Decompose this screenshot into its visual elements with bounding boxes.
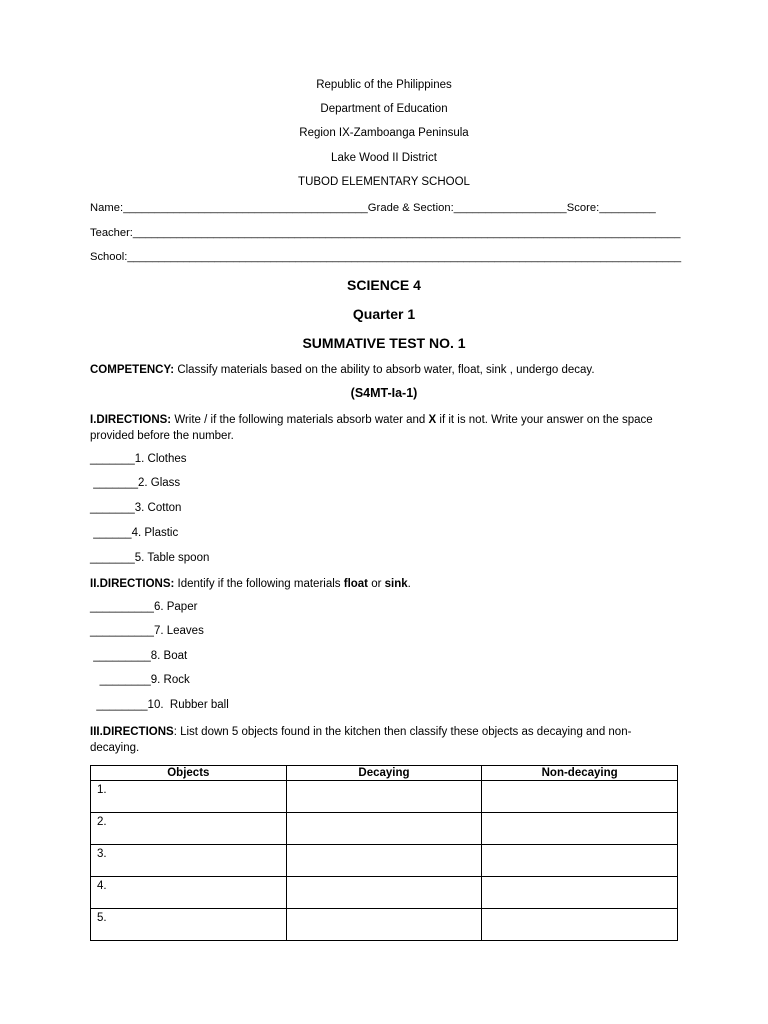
table-cell-object[interactable]: 1.	[91, 781, 287, 813]
header-district: Lake Wood II District	[331, 152, 437, 164]
table-row	[91, 813, 678, 845]
item-5[interactable]: _______5. Table spoon	[90, 552, 210, 564]
header-school: TUBOD ELEMENTARY SCHOOL	[298, 176, 470, 188]
table-cell-object[interactable]: 2.	[91, 813, 287, 845]
teacher-field-line[interactable]: Teacher:________________________________________________________________________________________	[90, 227, 681, 239]
competency-text: Classify materials based on the ability to absorb water, float, sink , undergo decay.	[174, 364, 595, 376]
column-header-non-decaying: Non-decaying	[482, 766, 678, 781]
section2-label: II.DIRECTIONS:	[90, 578, 175, 590]
table-cell-decaying[interactable]	[286, 845, 482, 877]
section2-end: .	[407, 578, 411, 590]
table-row	[91, 877, 678, 909]
section2-directions	[90, 576, 678, 592]
table-cell-decaying[interactable]	[286, 813, 482, 845]
section3-label: III.DIRECTIONS	[90, 726, 174, 738]
table-row	[91, 909, 678, 941]
table-header-row	[91, 766, 678, 781]
column-header-objects: Objects	[91, 766, 287, 781]
competency-code: (S4MT-Ia-1)	[350, 386, 418, 400]
competency-label: COMPETENCY:	[90, 364, 175, 376]
section2-text: Identify if the following materials	[174, 578, 344, 590]
test-title: SUMMATIVE TEST NO. 1	[302, 335, 466, 351]
section1-label: I.DIRECTIONS:	[90, 414, 172, 426]
section3-text: : List down 5 objects found in the kitchen then classify these objects as decaying and non-decaying.	[90, 726, 632, 754]
table-row	[91, 845, 678, 877]
section1-x-mark: X	[428, 414, 437, 426]
table-row	[91, 781, 678, 813]
name-field-line[interactable]: Name:_______________________________________Grade & Section:__________________Score:_________	[90, 202, 656, 214]
table-cell-object[interactable]: 4.	[91, 877, 287, 909]
table-cell-object[interactable]: 5.	[91, 909, 287, 941]
item-7[interactable]: __________7. Leaves	[90, 625, 204, 637]
table-cell-non-decaying[interactable]	[482, 813, 678, 845]
item-9[interactable]: ________9. Rock	[90, 674, 190, 686]
item-10[interactable]: ________10. Rubber ball	[90, 699, 229, 711]
item-6[interactable]: __________6. Paper	[90, 601, 198, 613]
section1-text-rest: if it is not. Write your answer on the space provided before the number.	[90, 414, 653, 442]
subject-title: SCIENCE 4	[347, 277, 421, 293]
section1-directions	[90, 412, 678, 444]
table-cell-non-decaying[interactable]	[482, 781, 678, 813]
item-4[interactable]: ______4. Plastic	[90, 527, 179, 539]
competency-paragraph	[90, 362, 678, 378]
item-2[interactable]: _______2. Glass	[90, 477, 181, 489]
section2-float: float	[343, 578, 369, 590]
table-cell-decaying[interactable]	[286, 909, 482, 941]
item-8[interactable]: _________8. Boat	[90, 650, 188, 662]
header-republic: Republic of the Philippines	[316, 79, 452, 91]
table-cell-non-decaying[interactable]	[482, 909, 678, 941]
table-cell-decaying[interactable]	[286, 877, 482, 909]
column-header-decaying: Decaying	[286, 766, 482, 781]
item-1[interactable]: _______1. Clothes	[90, 453, 187, 465]
table-cell-decaying[interactable]	[286, 781, 482, 813]
section1-text: Write / if the following materials absorb water and	[171, 414, 429, 426]
quarter-title: Quarter 1	[352, 306, 416, 322]
section2-sink: sink	[384, 578, 408, 590]
school-field-line[interactable]: School:_________________________________________________________________________________________	[90, 251, 682, 263]
header-department: Department of Education	[320, 103, 448, 115]
header-region: Region IX-Zamboanga Peninsula	[299, 127, 469, 139]
table-cell-non-decaying[interactable]	[482, 845, 678, 877]
table-cell-object[interactable]: 3.	[91, 845, 287, 877]
section3-directions	[90, 724, 678, 756]
item-3[interactable]: _______3. Cotton	[90, 502, 182, 514]
table-cell-non-decaying[interactable]	[482, 877, 678, 909]
section2-or: or	[368, 578, 385, 590]
classification-table	[90, 765, 678, 941]
